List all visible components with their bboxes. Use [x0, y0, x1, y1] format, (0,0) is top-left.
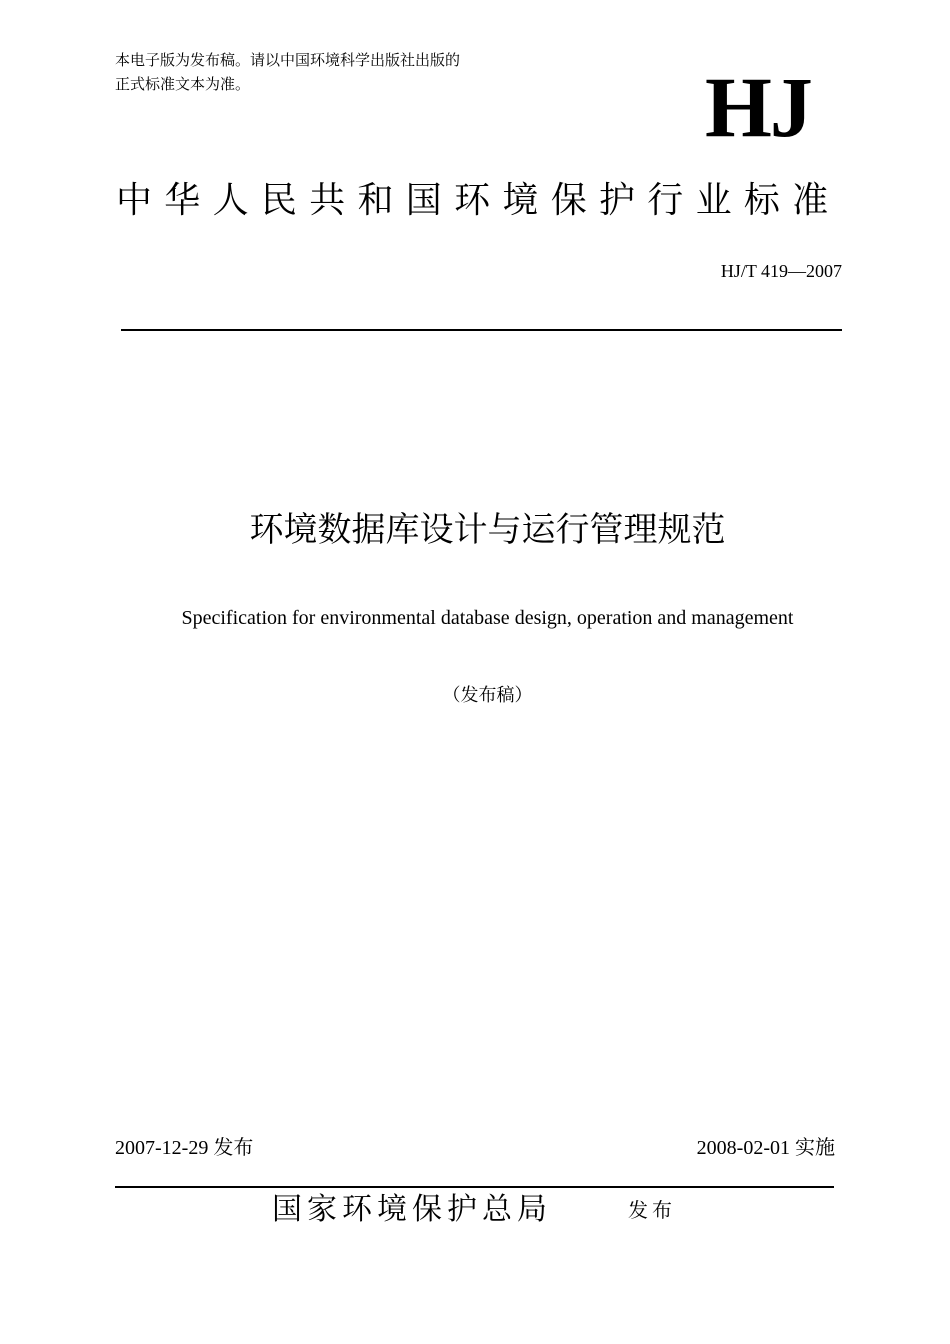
draft-label: （发布稿）	[442, 685, 533, 706]
issue-date: 2007-12-29 发布	[115, 1137, 254, 1159]
document-subtitle-english: Specification for environmental database design, operation and management	[181, 607, 794, 629]
standard-number: HJ/T 419—2007	[720, 261, 842, 281]
document-title: 环境数据库设计与运行管理规范	[249, 510, 726, 550]
notice-line-2: 正式标准文本为准。	[115, 75, 251, 93]
bottom-divider	[115, 1186, 834, 1188]
issuing-action: 发布	[628, 1198, 676, 1222]
issuing-agency: 国家环境保护总局	[272, 1192, 552, 1227]
hj-logo: HJ	[705, 59, 811, 155]
top-divider	[121, 329, 842, 331]
standard-category-title: 中华人民共和国环境保护行业标准	[116, 180, 841, 221]
implementation-date: 2008-02-01 实施	[696, 1137, 835, 1159]
distribution-notice	[115, 48, 460, 96]
notice-line-1: 本电子版为发布稿。请以中国环境科学出版社出版的	[115, 51, 461, 69]
